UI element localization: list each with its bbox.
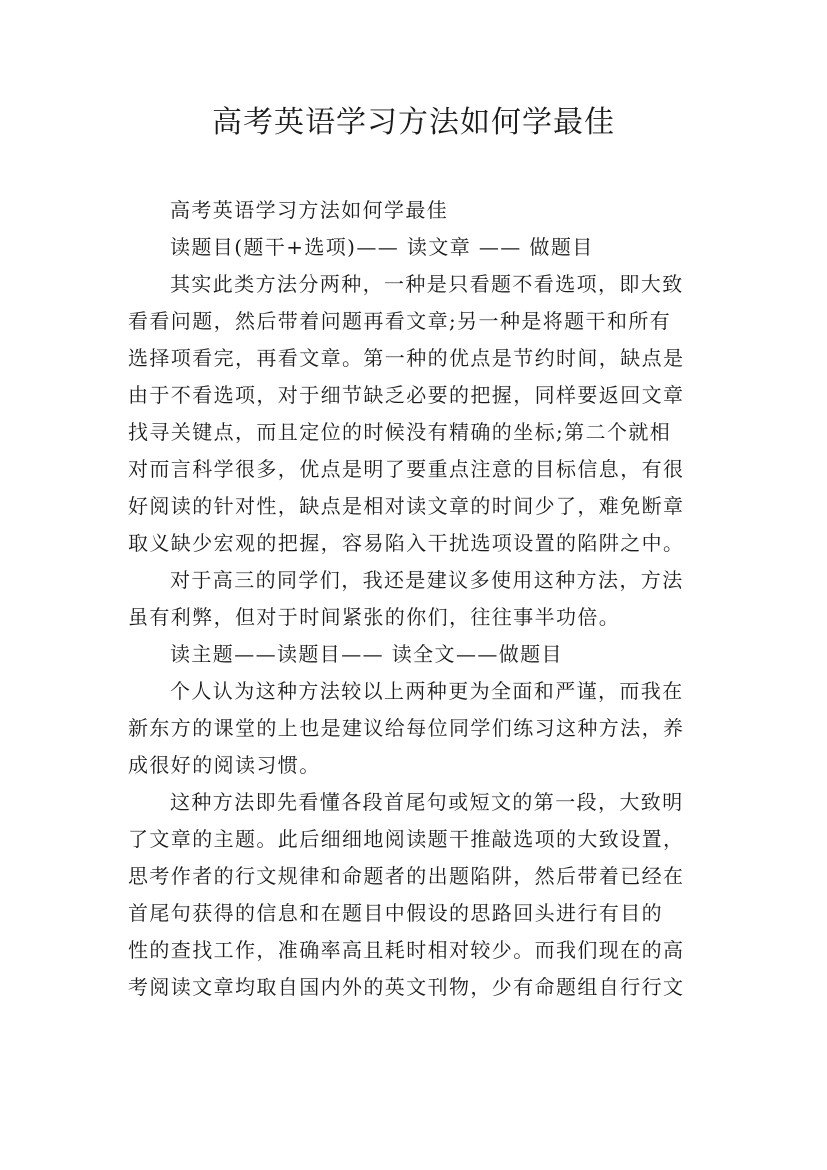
body-line: 对于高三的同学们，我还是建议多使用这种方法，方法 [170,568,684,592]
body-line: 找寻关键点，而且定位的时候没有精确的坐标;第二个就相 [128,420,672,444]
body-line: 读题目(题干+选项)—— 读文章 —— 做题目 [170,235,594,259]
body-line: 对而言科学很多，优点是明了要重点注意的目标信息，有很 [128,457,685,481]
body-line: 思考作者的行文规律和命题者的出题陷阱，然后带着已经在 [128,864,685,888]
body-line: 性的查找工作，准确率高且耗时相对较少。而我们现在的高 [128,938,685,962]
body-line: 个人认为这种方法较以上两种更为全面和严谨，而我在 [170,679,684,703]
body-line: 其实此类方法分两种，一种是只看题不看选项，即大致 [170,272,684,296]
body-line: 考阅读文章均取自国内外的英文刊物，少有命题组自行行文 [128,975,685,999]
body-line: 高考英语学习方法如何学最佳 [170,198,449,222]
body-line: 好阅读的针对性，缺点是相对读文章的时间少了，难免断章 [128,494,685,518]
body-line: 这种方法即先看懂各段首尾句或短文的第一段，大致明 [170,790,684,814]
body-line: 成很好的阅读习惯。 [128,753,321,777]
body-line: 首尾句获得的信息和在题目中假设的思路回头进行有目的 [128,901,663,925]
body-line: 新东方的课堂的上也是建议给每位同学们练习这种方法，养 [128,716,685,740]
body-line: 由于不看选项，对于细节缺乏必要的把握，同样要返回文章 [128,383,685,407]
body-line: 虽有利弊，但对于时间紧张的你们，往往事半功倍。 [128,605,621,629]
document-title: 高考英语学习方法如何学最佳 [212,105,615,140]
body-line: 了文章的主题。此后细细地阅读题干推敲选项的大致设置， [128,827,685,851]
document-body [128,192,716,1006]
body-line: 看看问题，然后带着问题再看文章;另一种是将题干和所有 [128,309,672,333]
body-line: 取义缺少宏观的把握，容易陷入干扰选项设置的陷阱之中。 [128,531,685,555]
body-line: 读主题——读题目—— 读全文——做题目 [170,642,563,666]
body-line: 选择项看完，再看文章。第一种的优点是节约时间，缺点是 [128,346,685,370]
